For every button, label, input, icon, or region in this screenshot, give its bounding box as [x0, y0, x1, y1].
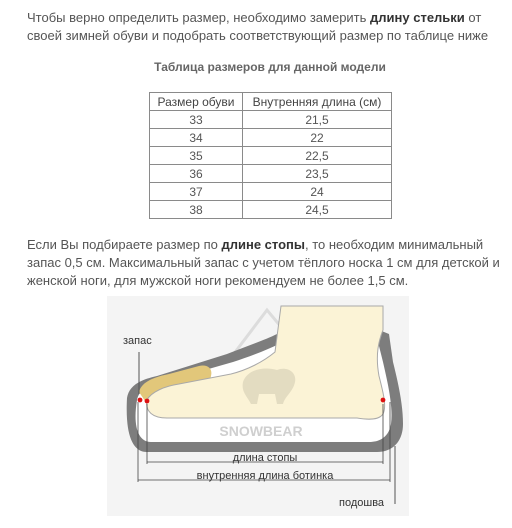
foot-length-label: длина стопы — [232, 452, 298, 464]
intro-bold-insole: длину стельки — [370, 10, 465, 25]
intro-paragraph — [27, 9, 507, 45]
length-cell: 23,5 — [243, 165, 392, 183]
second-text-start: Если Вы подбираете размер по — [27, 237, 222, 252]
watermark-text: SNOWBEAR — [219, 423, 303, 439]
header-shoe-size: Размер обуви — [150, 93, 243, 111]
reserve-label: запас — [123, 335, 152, 347]
size-cell: 35 — [150, 147, 243, 165]
length-cell: 22,5 — [243, 147, 392, 165]
intro-text-start: Чтобы верно определить размер, необходимо замерить — [27, 10, 371, 25]
table-row — [150, 201, 392, 219]
table-row — [150, 129, 392, 147]
toe-marker-boot — [138, 398, 143, 403]
length-cell: 21,5 — [243, 111, 392, 129]
boot-diagram — [107, 296, 409, 516]
size-cell: 33 — [150, 111, 243, 129]
inner-length-label: внутренняя длина ботинка — [196, 470, 334, 482]
foot-length-paragraph — [27, 236, 507, 290]
foot-shape — [147, 306, 385, 419]
toe-marker-foot — [145, 399, 150, 404]
size-cell: 38 — [150, 201, 243, 219]
size-cell: 34 — [150, 129, 243, 147]
table-row — [150, 183, 392, 201]
length-cell: 22 — [243, 129, 392, 147]
table-row — [150, 147, 392, 165]
size-table — [149, 92, 392, 219]
table-caption: Таблица размеров для данной модели — [154, 60, 386, 74]
boot-diagram-svg — [107, 296, 409, 516]
heel-marker — [381, 398, 386, 403]
second-bold-foot-length: длине стопы — [221, 237, 305, 252]
table-row — [150, 165, 392, 183]
intro-text-end: от своей зимней обуви и подобрать соответствующий размер по таблице ниже — [27, 10, 489, 43]
second-text-end: , то необходим минимальный запас 0,5 см. Максимальный запас с учетом тёплого носка 1 см для детской и женской ноги, для мужской ноги рекомендуем не более 1,5 см. — [27, 237, 500, 288]
sole-label: подошва — [339, 497, 385, 509]
header-inner-length: Внутренняя длина (см) — [243, 93, 392, 111]
length-cell: 24,5 — [243, 201, 392, 219]
size-cell: 36 — [150, 165, 243, 183]
table-header-row — [150, 93, 392, 111]
length-cell: 24 — [243, 183, 392, 201]
size-cell: 37 — [150, 183, 243, 201]
table-row — [150, 111, 392, 129]
